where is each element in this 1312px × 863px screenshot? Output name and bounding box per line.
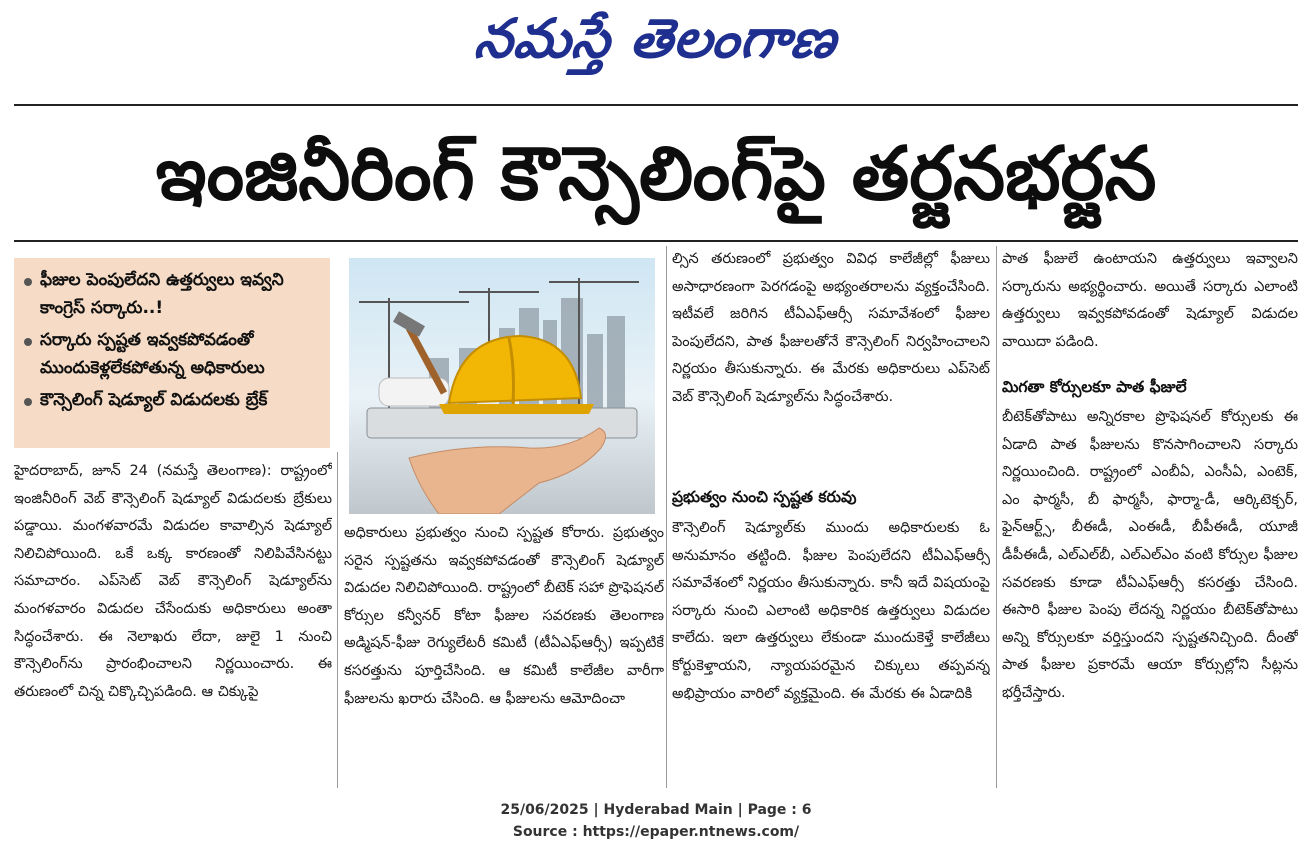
article-paragraph: బీటెక్‌తోపాటు అన్నిరకాల ప్రొఫెషనల్ కోర్సులకు ఈ ఏడాది పాత ఫీజులను కొనసాగించాలని సర్కారు నిర్ణయించింది. రాష్ట్రంలో ఎంబీఏ, ఎంసీఏ, ఎంటెక్, ఎం ఫార్మసీ, బీ ఫార్మసీ, ఫార్మా-డీ, ఆర్కిటెక్చర్, ఫైన్‌ఆర్ట్స్, బీఈడీ, ఎంఈడీ, బీపీఈడీ, యూజీ డీపీఈడీ, ఎల్‌ఎల్‌బీ, ఎల్‌ఎల్‌ఎం వంటి కోర్సుల ఫీజుల సవరణకు కూడా టీఏఎఫ్ఆర్సీ కసరత్తు చేసింది. ఈసారి ఫీజుల పెంపు లేదన్న నిర్ణయం బీటెక్‌తోపాటు అన్ని కోర్సులకూ వర్తిస్తుందని స్పష్టతనిచ్చింది. దీంతో పాత ఫీజుల ప్రకారమే ఆయా కోర్సుల్లోని సీట్లను భర్తీచేస్తారు.	[1002, 409, 1298, 701]
footer-date-line: 25/06/2025 | Hyderabad Main | Page : 6	[500, 802, 812, 818]
headline-divider	[14, 240, 1298, 242]
highlight-item	[24, 326, 320, 382]
highlights-box	[14, 258, 330, 448]
highlight-text: సర్కారు స్పష్టత ఇవ్వకపోవడంతో ముందుకెళ్లలేకపోతున్న అధికారులు	[40, 330, 265, 378]
article-column-3	[672, 246, 990, 476]
construction-helmet-photo	[349, 258, 655, 514]
bullet-icon	[24, 278, 32, 286]
masthead-logo: నమస్తే తెలంగాణ	[471, 7, 841, 70]
column-divider	[666, 246, 667, 788]
column-divider	[337, 452, 338, 788]
highlight-text: ఫీజుల పెంపులేదని ఉత్తర్వులు ఇవ్వని కాంగ్రెస్ సర్కారు..!	[40, 270, 284, 318]
bullet-icon	[24, 338, 32, 346]
highlight-item	[24, 266, 320, 322]
subheading-other-courses: మిగతా కోర్సులకూ పాత ఫీజులే	[1002, 378, 1187, 396]
article-paragraph: కౌన్సెలింగ్ షెడ్యూల్‌కు ముందు అధికారులకు ఓ అనుమానం తట్టింది. ఫీజుల పెంపులేదని టీఏఎఫ్ఆర్సీ సమావేశంలో నిర్ణయం తీసుకున్నారు. కానీ ఇదే విషయంపై సర్కారు నుంచి ఎలాంటి అధికారిక ఉత్తర్వులు విడుదల కాలేదు. ఇలా ఉత్తర్వులు లేకుండా ముందుకెళ్తే కాలేజీలు కోర్టుకెళ్తాయని, న్యాయపరమైన చిక్కులు తప్పవన్న అభిప్రాయం వారిలో వ్యక్తమైంది. ఈ మేరకు ఈ ఏడాదికి	[672, 520, 990, 702]
article-paragraph: ల్సిన తరుణంలో ప్రభుత్వం వివిధ కాలేజీల్లో ఫీజులు అసాధారణంగా పెరగడంపై అభ్యంతరాలను వ్యక్తంచేసింది. ఇటీవలే జరిగిన టీఏఎఫ్ఆర్సీ సమావేశంలో ఫీజుల పెంపులేదని, పాత ఫీజులతోనే కౌన్సెలింగ్ నిర్వహించాలని నిర్ణయం తీసుకున్నారు. ఈ మేరకు అధికారులు ఎప్‌సెట్ వెబ్ కౌన్సెలింగ్ షెడ్యూల్‌ను సిద్ధంచేశారు.	[672, 251, 990, 405]
article-column-2	[344, 520, 664, 788]
bullet-icon	[24, 398, 32, 406]
article-column-4	[1002, 246, 1298, 366]
masthead	[0, 4, 1312, 74]
top-divider	[14, 104, 1298, 106]
article-headline: ఇంజినీరింగ్ కౌన్సెలింగ్‌పై తర్జనభర్జన	[155, 131, 1157, 217]
article-column-4-continued	[1002, 404, 1298, 790]
construction-helmet-on-hand-icon	[349, 258, 655, 514]
footer-source-line: Source : https://epaper.ntnews.com/	[512, 824, 800, 840]
highlight-text: కౌన్సెలింగ్ షెడ్యూల్ విడుదలకు బ్రేక్	[40, 390, 268, 410]
column-divider	[996, 246, 997, 788]
article-column-3-continued	[672, 515, 990, 790]
article-paragraph: హైదరాబాద్, జూన్ 24 (నమస్తే తెలంగాణ): రాష్ట్రంలో ఇంజినీరింగ్ వెబ్ కౌన్సెలింగ్ షెడ్యూల్ విడుదలకు బ్రేకులు పడ్డాయి. మంగళవారమే విడుదల కావాల్సిన షెడ్యూల్ నిలిచిపోయింది. ఒకే ఒక్క కారణంతో నిలిపివేసినట్టు సమాచారం. ఎప్‌సెట్ వెబ్ కౌన్సెలింగ్ షెడ్యూల్‌ను మంగళవారం విడుదల చేసేందుకు అధికారులు అంతా సిద్ధంచేశారు. ఈ నెలాఖరు లేదా, జులై 1 నుంచి కౌన్సెలింగ్‌ను ప్రారంభించాలని నిర్ణయించారు. ఈ తరుణంలో చిన్న చిక్కొచ్చిపడింది. ఆ చిక్కుపై	[14, 463, 332, 700]
subheading-govt-clarity: ప్రభుత్వం నుంచి స్పష్టత కరువు	[672, 488, 857, 506]
highlight-item	[24, 386, 320, 414]
article-column-1	[14, 458, 332, 788]
article-paragraph: అధికారులు ప్రభుత్వం నుంచి స్పష్టత కోరారు. ప్రభుత్వం సరైన స్పష్టతను ఇవ్వకపోవడంతో కౌన్సెలింగ్ షెడ్యూల్ విడుదల నిలిచిపోయింది. రాష్ట్రంలో బీటెక్ సహా ప్రొఫెషనల్ కోర్సుల కన్వీనర్ కోటా ఫీజుల సవరణకు తెలంగాణ అడ్మిషన్-ఫీజు రెగ్యులేటరీ కమిటీ (టీఏఎఫ్ఆర్సీ) ఇప్పటికే కసరత్తును పూర్తిచేసింది. ఆ కమిటీ కాలేజీల వారీగా ఫీజులను ఖరారు చేసింది. ఆ ఫీజులను ఆమోదించా	[344, 525, 664, 707]
article-paragraph: పాత ఫీజులే ఉంటాయని ఉత్తర్వులు ఇవ్వాలని సర్కారును అభ్యర్థించారు. అయితే సర్కారు ఎలాంటి ఉత్తర్వులు ఇవ్వకపోవడంతో షెడ్యూల్ విడుదల వాయిదా పడింది.	[1002, 251, 1298, 350]
